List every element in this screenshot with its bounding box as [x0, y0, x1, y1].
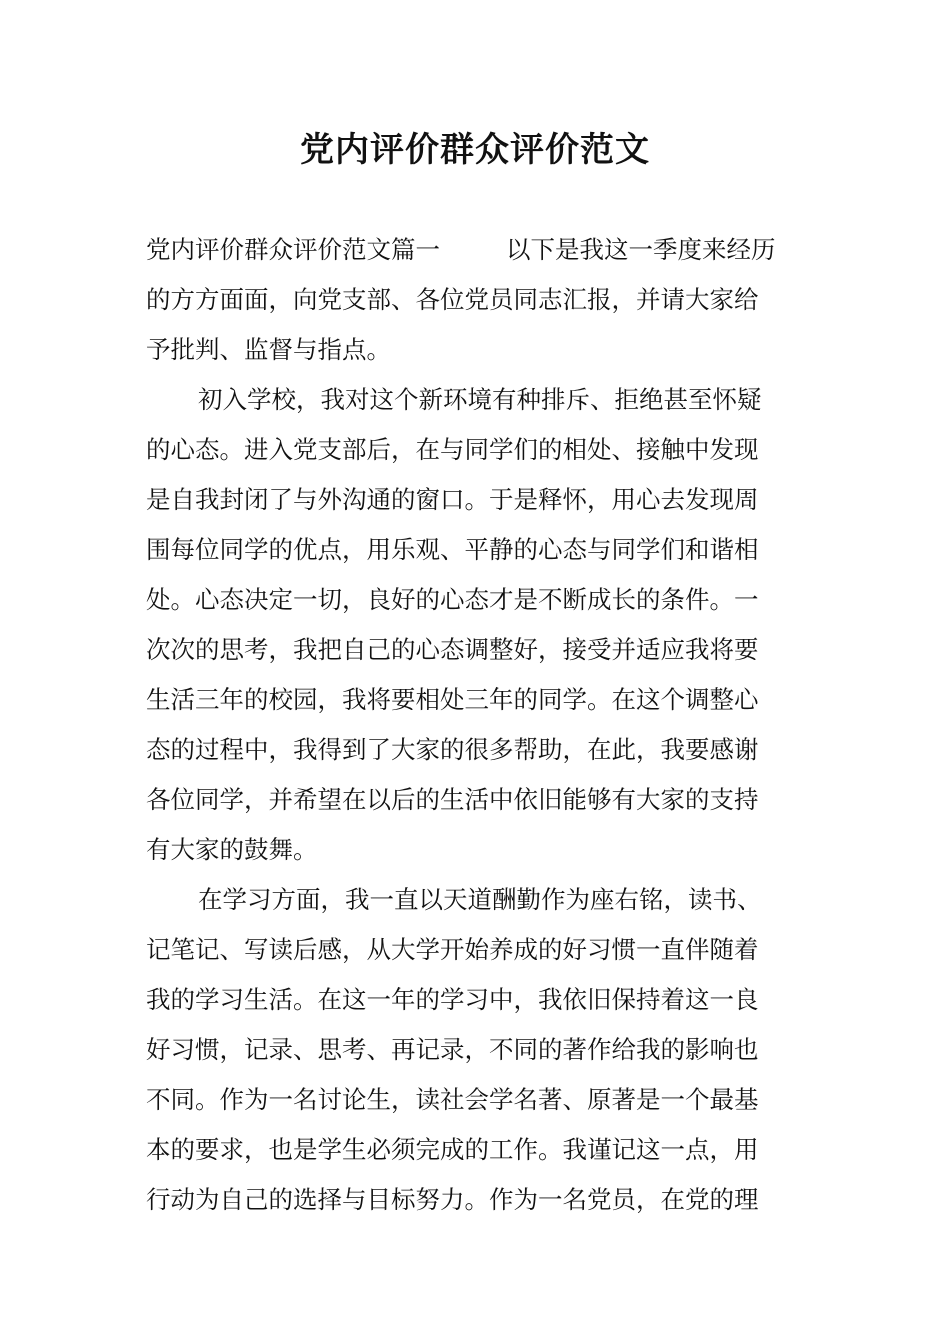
paragraph-2-line-2: 的心态。进入党支部后，在与同学们的相处、接触中发现: [146, 435, 759, 464]
paragraph-1-line-1: [146, 225, 806, 275]
paragraph-2-line-7: 生活三年的校园，我将要相处三年的同学。在这个调整心: [146, 685, 759, 714]
paragraph-3-line-2: 记笔记、写读后感，从大学开始养成的好习惯一直伴随着: [146, 935, 759, 964]
paragraph-1-line-1-text: 以下是我这一季度来经历: [506, 235, 776, 264]
paragraph-3-line-7: 行动为自己的选择与目标努力。作为一名党员，在党的理: [146, 1185, 759, 1214]
paragraph-1-line-3: 予批判、监督与指点。: [146, 335, 391, 364]
paragraph-2-line-4: 围每位同学的优点，用乐观、平静的心态与同学们和谐相: [146, 535, 759, 564]
paragraph-3-line-4: 好习惯，记录、思考、再记录，不同的著作给我的影响也: [146, 1035, 759, 1064]
paragraph-3-line-3: 我的学习生活。在这一年的学习中，我依旧保持着这一良: [146, 985, 759, 1014]
paragraph-3-line-1: 在学习方面，我一直以天道酬勤作为座右铭，读书、: [198, 885, 762, 914]
paragraph-2-line-1: 初入学校，我对这个新环境有种排斥、拒绝甚至怀疑: [198, 385, 762, 414]
paragraph-2-line-6: 次次的思考，我把自己的心态调整好，接受并适应我将要: [146, 635, 759, 664]
document-title: 党内评价群众评价范文: [300, 130, 650, 170]
paragraph-2-line-9: 各位同学，并希望在以后的生活中依旧能够有大家的支持: [146, 785, 759, 814]
document-body: [146, 225, 806, 1225]
paragraph-3-line-5: 不同。作为一名讨论生，读社会学名著、原著是一个最基: [146, 1085, 759, 1114]
paragraph-3-line-6: 本的要求，也是学生必须完成的工作。我谨记这一点，用: [146, 1135, 759, 1164]
paragraph-2-line-5: 处。心态决定一切，良好的心态才是不断成长的条件。一: [146, 585, 759, 614]
section-heading-inline: 党内评价群众评价范文篇一: [146, 235, 440, 264]
paragraph-2-line-10: 有大家的鼓舞。: [146, 835, 318, 864]
paragraph-1-line-2: 的方方面面，向党支部、各位党员同志汇报，并请大家给: [146, 285, 759, 314]
paragraph-2-line-3: 是自我封闭了与外沟通的窗口。于是释怀，用心去发现周: [146, 485, 759, 514]
paragraph-2-line-8: 态的过程中，我得到了大家的很多帮助，在此，我要感谢: [146, 735, 759, 764]
